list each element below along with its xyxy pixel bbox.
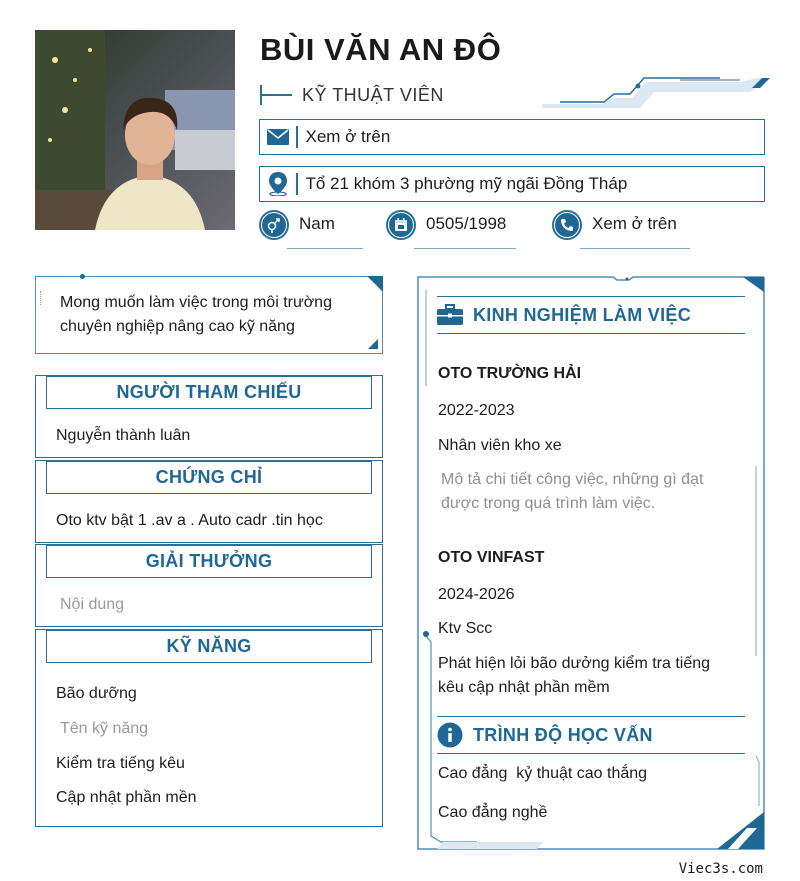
- references-content: Nguyễn thành luân: [56, 427, 191, 444]
- location-pin-icon: [260, 167, 296, 201]
- email-box: [259, 119, 765, 155]
- envelope-icon: [260, 120, 296, 154]
- gender-item: [259, 208, 369, 252]
- right-column: [417, 276, 765, 850]
- certificates-content: Oto ktv bật 1 .av a . Auto cadr .tin học: [56, 512, 323, 529]
- experience-heading-bar: [437, 296, 745, 334]
- job-title-line: [260, 84, 444, 106]
- education-heading-bar: [437, 716, 745, 754]
- references-heading: NGƯỜI THAM CHIẾU: [46, 376, 372, 409]
- gender-underline: [287, 248, 363, 249]
- title-dash: [262, 94, 292, 96]
- objective-text: Mong muốn làm việc trong môi trường chuyên nghiệp nâng cao kỹ năng: [60, 294, 332, 335]
- education-item: Cao đẳng nghề: [438, 804, 548, 821]
- skill-item: Bão dưỡng: [56, 685, 137, 702]
- objective-dotted-line: [40, 291, 42, 305]
- calendar-icon: [386, 210, 416, 240]
- job-company: OTO VINFAST: [438, 549, 545, 566]
- job-company: OTO TRƯỜNG HẢI: [438, 365, 582, 382]
- phone-item: [552, 208, 692, 252]
- education-item: Cao đẳng kỷ thuật cao thắng: [438, 765, 648, 782]
- job-description-placeholder: Mô tả chi tiết công việc, những gì đạt được trong quá trình làm việc.: [441, 471, 704, 512]
- experience-heading: KINH NGHIỆM LÀM VIỆC: [473, 304, 692, 325]
- career-objective: [35, 276, 383, 354]
- profile-photo: [35, 30, 235, 230]
- objective-corner-bottom: [368, 339, 378, 349]
- awards-section: [35, 544, 383, 627]
- certificates-section: [35, 460, 383, 543]
- birthday-value: 0505/1998: [426, 214, 507, 233]
- header-decoration: [540, 74, 770, 114]
- phone-icon: [552, 210, 582, 240]
- address-box: [259, 166, 765, 202]
- candidate-name: BÙI VĂN AN ĐÔ: [260, 32, 502, 67]
- skill-item-placeholder: Tên kỹ năng: [60, 720, 149, 737]
- job-position: Ktv Scc: [438, 620, 493, 637]
- job-description: Phát hiện lỏi bão dưởng kiểm tra tiếng kêu cập nhật phần mềm: [438, 655, 711, 696]
- job-position: Nhân viên kho xe: [438, 437, 562, 454]
- address-separator: [296, 173, 298, 195]
- phone-underline: [580, 248, 690, 249]
- job-period: 2024-2026: [438, 586, 515, 603]
- address-value: Tổ 21 khóm 3 phường mỹ ngãi Đồng Tháp: [305, 174, 628, 193]
- certificates-heading: CHỨNG CHỈ: [46, 461, 372, 494]
- skills-heading: KỸ NĂNG: [46, 630, 372, 663]
- birthday-underline: [414, 248, 516, 249]
- gender-value: Nam: [299, 214, 335, 233]
- objective-corner-top: [367, 276, 383, 292]
- awards-content: Nội dung: [60, 596, 125, 613]
- birthday-item: [386, 208, 516, 252]
- awards-heading: GIẢI THƯỞNG: [46, 545, 372, 578]
- email-separator: [296, 126, 298, 148]
- skills-section: [35, 629, 383, 827]
- gender-icon: [259, 210, 289, 240]
- briefcase-icon: [437, 304, 463, 326]
- email-value: Xem ở trên: [305, 127, 391, 146]
- skill-item: Kiểm tra tiếng kêu: [56, 755, 185, 772]
- info-icon: [437, 722, 463, 748]
- footer-watermark[interactable]: Viec3s.com: [678, 861, 763, 877]
- phone-value: Xem ở trên: [592, 214, 677, 233]
- skill-item: Cập nhật phần mền: [56, 789, 197, 806]
- references-section: [35, 375, 383, 458]
- education-heading: TRÌNH ĐỘ HỌC VẤN: [473, 724, 653, 745]
- job-title: KỸ THUẬT VIÊN: [302, 84, 444, 105]
- objective-dot: [80, 274, 85, 279]
- job-period: 2022-2023: [438, 402, 515, 419]
